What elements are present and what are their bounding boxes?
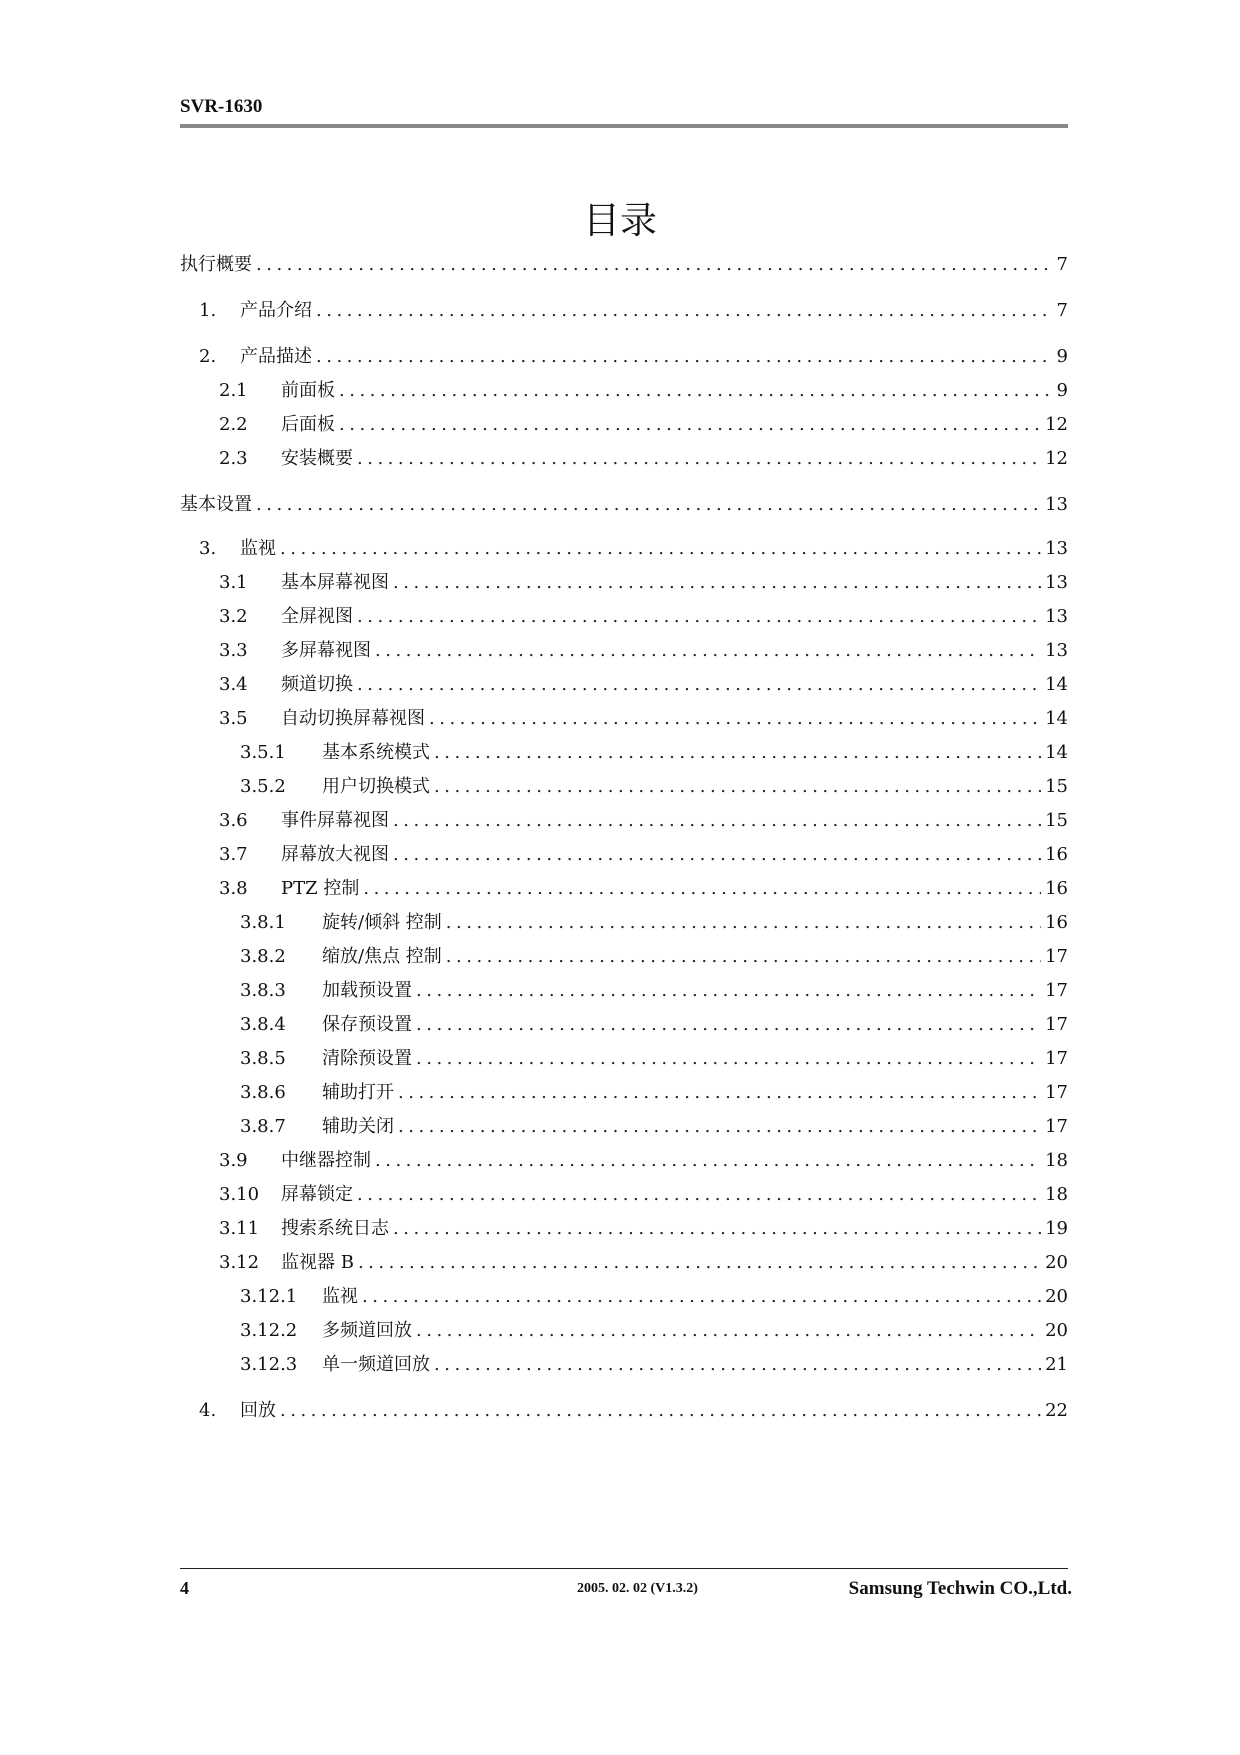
footer-date-version: 2005. 02. 02 (V1.3.2) xyxy=(577,1581,698,1596)
toc-entry-number: 3.12 xyxy=(219,1252,260,1273)
toc-entry[interactable] xyxy=(180,738,1068,766)
toc-entry-title: 基本设置 xyxy=(180,494,252,515)
toc-entry-number: 3.8.7 xyxy=(240,1116,286,1137)
toc-entry[interactable] xyxy=(180,874,1068,902)
toc-entry-number: 2.3 xyxy=(219,448,248,469)
toc-entry[interactable] xyxy=(180,772,1068,800)
toc-dot-leader xyxy=(416,978,1041,1004)
toc-entry-title: 后面板 xyxy=(281,414,335,435)
toc-dot-leader xyxy=(256,252,1053,278)
toc-entry-page: 15 xyxy=(1045,776,1068,797)
toc-entry-number: 3.5.1 xyxy=(240,742,286,763)
footer-page-number: 4 xyxy=(180,1578,189,1598)
toc-dot-leader xyxy=(339,412,1041,438)
toc-entry-page: 19 xyxy=(1045,1218,1068,1239)
toc-entry-number: 3.8.3 xyxy=(240,980,286,1001)
toc-dot-leader xyxy=(393,570,1041,596)
toc-entry[interactable] xyxy=(180,1044,1068,1072)
toc-entry[interactable] xyxy=(180,1248,1068,1276)
toc-entry-page: 9 xyxy=(1056,380,1068,401)
toc-entry-title: 旋转/倾斜 控制 xyxy=(322,912,442,933)
toc-entry-title: 安装概要 xyxy=(281,448,353,469)
toc-entry-page: 18 xyxy=(1045,1184,1068,1205)
toc-entry-page: 21 xyxy=(1045,1354,1068,1375)
toc-entry-page: 20 xyxy=(1045,1320,1068,1341)
toc-dot-leader xyxy=(362,1284,1041,1310)
page-title: 目录 xyxy=(583,199,657,242)
toc-dot-leader xyxy=(434,740,1041,766)
toc-dot-leader xyxy=(398,1080,1041,1106)
toc-entry-page: 20 xyxy=(1045,1286,1068,1307)
toc-dot-leader xyxy=(357,672,1041,698)
toc-entry-page: 7 xyxy=(1056,254,1068,275)
header-divider xyxy=(180,124,1068,128)
toc-entry-title: 监视 xyxy=(322,1286,358,1307)
toc-dot-leader xyxy=(363,876,1041,902)
toc-entry-number: 3.12.2 xyxy=(240,1320,298,1341)
toc-dot-leader xyxy=(316,298,1053,324)
toc-entry-number: 3.12.3 xyxy=(240,1354,298,1375)
footer-divider xyxy=(180,1568,1068,1569)
toc-entry[interactable] xyxy=(180,704,1068,732)
toc-entry[interactable] xyxy=(180,1214,1068,1242)
toc-entry-title: 多屏幕视图 xyxy=(281,640,371,661)
toc-dot-leader xyxy=(358,1250,1041,1276)
toc-entry-number: 3.4 xyxy=(219,674,248,695)
toc-entry-page: 17 xyxy=(1045,946,1068,967)
toc-entry-page: 16 xyxy=(1045,878,1068,899)
toc-entry-number: 2. xyxy=(199,346,217,367)
toc-entry[interactable] xyxy=(180,806,1068,834)
toc-entry-title: 保存预设置 xyxy=(322,1014,412,1035)
toc-entry[interactable] xyxy=(180,636,1068,664)
toc-dot-leader xyxy=(393,1216,1041,1242)
toc-entry-title: 用户切换模式 xyxy=(322,776,430,797)
toc-entry-number: 3.8.5 xyxy=(240,1048,286,1069)
toc-entry-page: 17 xyxy=(1045,980,1068,1001)
toc-entry-title: 前面板 xyxy=(281,380,335,401)
toc-dot-leader xyxy=(393,808,1041,834)
toc-entry[interactable] xyxy=(180,1316,1068,1344)
toc-entry-number: 3.10 xyxy=(219,1184,260,1205)
toc-entry-title: 事件屏幕视图 xyxy=(281,810,389,831)
toc-entry-number: 3.6 xyxy=(219,810,248,831)
toc-entry[interactable] xyxy=(180,490,1068,518)
toc-entry-number: 2.2 xyxy=(219,414,248,435)
toc-entry-page: 18 xyxy=(1045,1150,1068,1171)
toc-entry-title: 屏幕锁定 xyxy=(281,1184,353,1205)
toc-dot-leader xyxy=(398,1114,1041,1140)
toc-entry-number: 3.2 xyxy=(219,606,248,627)
toc-dot-leader xyxy=(446,944,1041,970)
toc-entry[interactable] xyxy=(180,602,1068,630)
toc-dot-leader xyxy=(280,536,1041,562)
toc-entry-page: 14 xyxy=(1045,674,1068,695)
toc-entry-page: 14 xyxy=(1045,742,1068,763)
toc-entry[interactable] xyxy=(180,942,1068,970)
toc-dot-leader xyxy=(434,774,1041,800)
toc-dot-leader xyxy=(434,1352,1041,1378)
toc-entry-page: 9 xyxy=(1056,346,1068,367)
toc-entry[interactable] xyxy=(180,908,1068,936)
toc-entry-title: 清除预设置 xyxy=(322,1048,412,1069)
toc-dot-leader xyxy=(446,910,1041,936)
toc-entry-page: 16 xyxy=(1045,844,1068,865)
toc-entry-number: 3. xyxy=(199,538,217,559)
toc-entry-page: 14 xyxy=(1045,708,1068,729)
toc-entry-title: 单一频道回放 xyxy=(322,1354,430,1375)
toc-entry-title: 基本屏幕视图 xyxy=(281,572,389,593)
toc-entry-title: 监视器 B xyxy=(281,1252,354,1273)
toc-entry-page: 15 xyxy=(1045,810,1068,831)
toc-entry[interactable] xyxy=(180,444,1068,472)
toc-entry-page: 16 xyxy=(1045,912,1068,933)
toc-entry[interactable] xyxy=(180,1112,1068,1140)
toc-entry[interactable] xyxy=(180,1282,1068,1310)
toc-entry-number: 3.8.2 xyxy=(240,946,286,967)
toc-entry-page: 12 xyxy=(1045,414,1068,435)
toc-dot-leader xyxy=(357,1182,1041,1208)
toc-entry-title: 监视 xyxy=(240,538,276,559)
footer-company: Samsung Techwin CO.,Ltd. xyxy=(848,1578,1072,1599)
toc-entry-title: 产品描述 xyxy=(240,346,312,367)
toc-entry[interactable] xyxy=(180,296,1068,324)
toc-entry[interactable] xyxy=(180,1350,1068,1378)
toc-entry-number: 3.12.1 xyxy=(240,1286,298,1307)
toc-entry-title: 基本系统模式 xyxy=(322,742,430,763)
toc-entry-title: 执行概要 xyxy=(180,254,252,275)
toc-entry-number: 3.11 xyxy=(219,1218,260,1239)
toc-entry[interactable] xyxy=(180,410,1068,438)
toc-dot-leader xyxy=(316,344,1053,370)
toc-entry-title: 回放 xyxy=(240,1400,276,1421)
toc-entry[interactable] xyxy=(180,670,1068,698)
toc-entry-title: 产品介绍 xyxy=(240,300,312,321)
toc-entry-title: 屏幕放大视图 xyxy=(281,844,389,865)
toc-entry[interactable] xyxy=(180,1078,1068,1106)
toc-entry[interactable] xyxy=(180,976,1068,1004)
toc-entry-number: 3.8 xyxy=(219,878,248,899)
toc-entry-page: 13 xyxy=(1045,640,1068,661)
toc-entry-title: 辅助打开 xyxy=(322,1082,394,1103)
toc-entry[interactable] xyxy=(180,1396,1068,1424)
toc-entry-title: 中继器控制 xyxy=(281,1150,371,1171)
toc-entry[interactable] xyxy=(180,840,1068,868)
toc-entry-title: 搜索系统日志 xyxy=(281,1218,389,1239)
toc-entry-number: 3.3 xyxy=(219,640,248,661)
toc-entry-title: 自动切换屏幕视图 xyxy=(281,708,425,729)
toc-entry-number: 3.7 xyxy=(219,844,248,865)
header-title: SVR-1630 xyxy=(180,96,263,117)
toc-dot-leader xyxy=(393,842,1041,868)
toc-dot-leader xyxy=(256,492,1041,518)
toc-entry-page: 17 xyxy=(1045,1014,1068,1035)
toc-entry-page: 12 xyxy=(1045,448,1068,469)
toc-dot-leader xyxy=(375,638,1041,664)
toc-entry-page: 7 xyxy=(1056,300,1068,321)
toc-dot-leader xyxy=(280,1398,1041,1424)
toc-dot-leader xyxy=(339,378,1053,404)
toc-entry-title: 多频道回放 xyxy=(322,1320,412,1341)
toc-entry[interactable] xyxy=(180,342,1068,370)
toc-dot-leader xyxy=(357,446,1041,472)
toc-entry-title: 缩放/焦点 控制 xyxy=(322,946,442,967)
toc-entry[interactable] xyxy=(180,1180,1068,1208)
toc-entry-title: 全屏视图 xyxy=(281,606,353,627)
toc-entry-page: 13 xyxy=(1045,538,1068,559)
toc-entry[interactable] xyxy=(180,534,1068,562)
toc-entry-title: PTZ 控制 xyxy=(281,878,360,899)
toc-entry-number: 4. xyxy=(199,1400,217,1421)
toc-entry-page: 17 xyxy=(1045,1048,1068,1069)
toc-dot-leader xyxy=(357,604,1041,630)
toc-entry-page: 13 xyxy=(1045,606,1068,627)
toc-entry-number: 3.8.1 xyxy=(240,912,286,933)
toc-entry-number: 3.5.2 xyxy=(240,776,286,797)
toc-entry[interactable] xyxy=(180,568,1068,596)
toc-entry-number: 2.1 xyxy=(219,380,248,401)
toc-entry[interactable] xyxy=(180,376,1068,404)
toc-entry-number: 3.9 xyxy=(219,1150,248,1171)
toc-entry-number: 3.8.4 xyxy=(240,1014,286,1035)
toc-entry-number: 3.5 xyxy=(219,708,248,729)
toc-dot-leader xyxy=(416,1012,1041,1038)
toc-dot-leader xyxy=(416,1318,1041,1344)
toc-entry[interactable] xyxy=(180,1146,1068,1174)
toc-dot-leader xyxy=(429,706,1041,732)
toc-dot-leader xyxy=(416,1046,1041,1072)
toc-entry-page: 22 xyxy=(1045,1400,1068,1421)
toc-entry-page: 17 xyxy=(1045,1082,1068,1103)
toc-entry-number: 3.8.6 xyxy=(240,1082,286,1103)
toc-entry-page: 20 xyxy=(1045,1252,1068,1273)
toc-entry[interactable] xyxy=(180,1010,1068,1038)
toc-entry-title: 加载预设置 xyxy=(322,980,412,1001)
toc-entry-title: 频道切换 xyxy=(281,674,353,695)
toc-entry[interactable] xyxy=(180,250,1068,278)
toc-entry-title: 辅助关闭 xyxy=(322,1116,394,1137)
toc-dot-leader xyxy=(375,1148,1041,1174)
toc-entry-page: 13 xyxy=(1045,572,1068,593)
toc-entry-number: 1. xyxy=(199,300,217,321)
toc-entry-page: 13 xyxy=(1045,494,1068,515)
toc-entry-page: 17 xyxy=(1045,1116,1068,1137)
toc-entry-number: 3.1 xyxy=(219,572,248,593)
